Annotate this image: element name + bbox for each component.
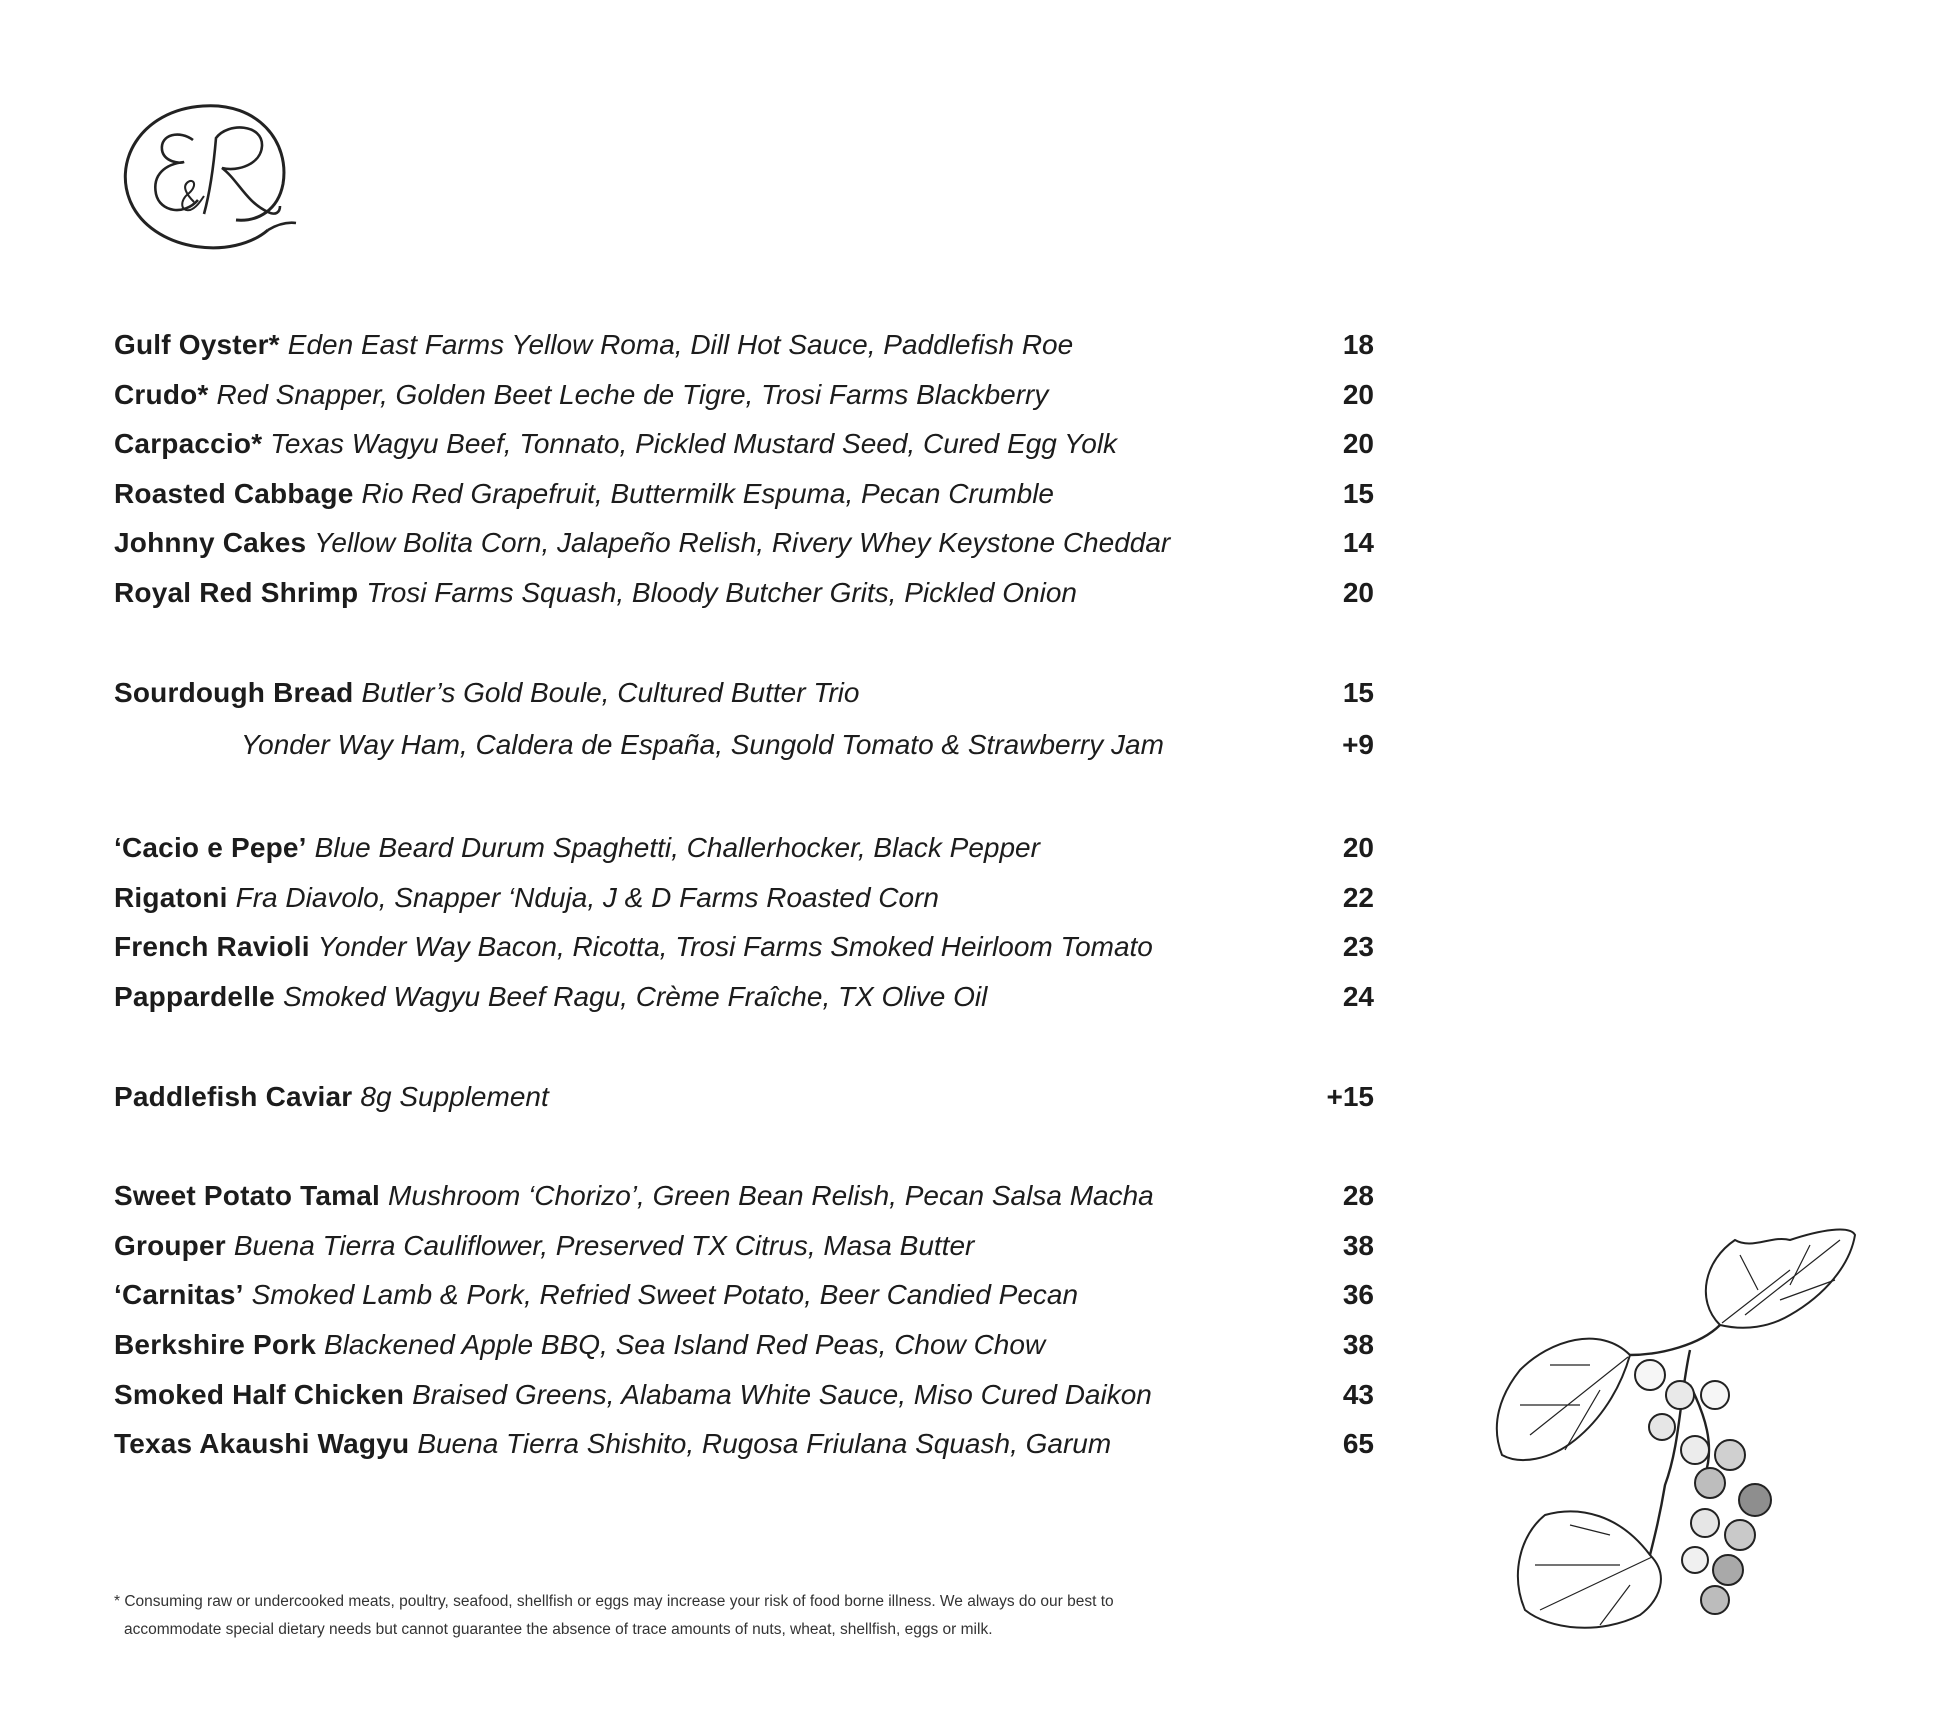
item-name: Sourdough Bread bbox=[114, 676, 354, 708]
menu-item bbox=[114, 873, 1374, 923]
menu-item bbox=[114, 922, 1374, 972]
item-price: 15 bbox=[1342, 676, 1374, 708]
item-price: 20 bbox=[1342, 576, 1374, 608]
item-description: Fra Diavolo, Snapper ‘Nduja, J & D Farms Roasted Corn bbox=[235, 881, 939, 913]
item-price: 36 bbox=[1342, 1279, 1374, 1311]
addon-description: Yonder Way Ham, Caldera de España, Sungold Tomato & Strawberry Jam bbox=[241, 729, 1164, 761]
grape-vine-illustration bbox=[1490, 1215, 1870, 1655]
item-name: Pappardelle bbox=[114, 980, 275, 1012]
item-description: Eden East Farms Yellow Roma, Dill Hot Sauce, Paddlefish Roe bbox=[287, 329, 1074, 360]
menu-section-bread bbox=[114, 668, 1374, 774]
item-price: 28 bbox=[1342, 1180, 1374, 1212]
item-price: 14 bbox=[1342, 527, 1374, 559]
menu-item bbox=[114, 518, 1374, 568]
item-description: 8g Supplement bbox=[360, 1080, 549, 1112]
item-name: Johnny Cakes bbox=[114, 527, 307, 559]
item-price: 20 bbox=[1342, 832, 1374, 864]
menu-item bbox=[114, 972, 1374, 1022]
item-price: 18 bbox=[1342, 329, 1374, 360]
footnote-line-1: * Consuming raw or undercooked meats, poultry, seafood, shellfish or eggs may increase your risk of food borne illness. We always do our best to bbox=[114, 1593, 1114, 1610]
item-name: Crudo* bbox=[114, 378, 209, 410]
item-price: 43 bbox=[1342, 1378, 1374, 1410]
item-name: Rigatoni bbox=[114, 881, 228, 913]
item-name: Smoked Half Chicken bbox=[114, 1378, 405, 1410]
addon-price: +9 bbox=[1342, 729, 1374, 761]
allergy-footnote bbox=[114, 1588, 1254, 1644]
item-price: 38 bbox=[1342, 1328, 1374, 1360]
menu-item bbox=[114, 370, 1374, 420]
item-description: Buena Tierra Shishito, Rugosa Friulana Squash, Garum bbox=[417, 1428, 1112, 1460]
item-description: Blackened Apple BBQ, Sea Island Red Peas, Chow Chow bbox=[324, 1328, 1046, 1360]
menu-item bbox=[114, 469, 1374, 519]
menu bbox=[114, 320, 1374, 1469]
e-and-r-monogram-logo bbox=[118, 102, 298, 252]
item-description: Buena Tierra Cauliflower, Preserved TX Citrus, Masa Butter bbox=[233, 1229, 975, 1261]
item-description: Yellow Bolita Corn, Jalapeño Relish, Rivery Whey Keystone Cheddar bbox=[314, 527, 1171, 559]
item-name: Grouper bbox=[114, 1229, 226, 1261]
menu-item-addon bbox=[114, 717, 1374, 773]
item-name: ‘Carnitas’ bbox=[114, 1279, 244, 1311]
item-description: Braised Greens, Alabama White Sauce, Miso Cured Daikon bbox=[412, 1378, 1152, 1410]
item-price: 22 bbox=[1342, 881, 1374, 913]
menu-section-small-plates bbox=[114, 320, 1374, 618]
item-description: Texas Wagyu Beef, Tonnato, Pickled Mustard Seed, Cured Egg Yolk bbox=[270, 428, 1118, 460]
item-description: Smoked Wagyu Beef Ragu, Crème Fraîche, TX Olive Oil bbox=[282, 980, 988, 1012]
item-name: Gulf Oyster* bbox=[114, 329, 280, 360]
menu-item bbox=[114, 1221, 1374, 1271]
menu-item bbox=[114, 668, 1374, 718]
item-description: Trosi Farms Squash, Bloody Butcher Grits, Pickled Onion bbox=[366, 576, 1077, 608]
item-price: 15 bbox=[1342, 477, 1374, 509]
item-description: Blue Beard Durum Spaghetti, Challerhocker, Black Pepper bbox=[314, 832, 1040, 864]
item-price: 20 bbox=[1342, 428, 1374, 460]
item-description: Red Snapper, Golden Beet Leche de Tigre, Trosi Farms Blackberry bbox=[216, 378, 1049, 410]
item-name: Royal Red Shrimp bbox=[114, 576, 359, 608]
item-price: 38 bbox=[1342, 1229, 1374, 1261]
menu-item bbox=[114, 1270, 1374, 1320]
menu-item bbox=[114, 1370, 1374, 1420]
menu-section-mains bbox=[114, 1171, 1374, 1469]
menu-section-pasta bbox=[114, 823, 1374, 1021]
menu-item bbox=[114, 1419, 1374, 1469]
menu-item bbox=[114, 1072, 1374, 1122]
item-description: Mushroom ‘Chorizo’, Green Bean Relish, Pecan Salsa Macha bbox=[388, 1180, 1154, 1212]
item-price: 65 bbox=[1342, 1428, 1374, 1460]
item-name: Sweet Potato Tamal bbox=[114, 1180, 381, 1212]
item-price: 23 bbox=[1342, 931, 1374, 963]
item-name: Texas Akaushi Wagyu bbox=[114, 1428, 410, 1460]
menu-section-supplement bbox=[114, 1072, 1374, 1122]
menu-item bbox=[114, 1171, 1374, 1221]
menu-item bbox=[114, 568, 1374, 618]
item-description: Smoked Lamb & Pork, Refried Sweet Potato, Beer Candied Pecan bbox=[251, 1279, 1079, 1311]
menu-item bbox=[114, 1320, 1374, 1370]
item-description: Rio Red Grapefruit, Buttermilk Espuma, Pecan Crumble bbox=[361, 477, 1054, 509]
footnote-line-2: accommodate special dietary needs but cannot guarantee the absence of trace amounts of nuts, wheat, shellfish, eggs or milk. bbox=[124, 1621, 993, 1638]
menu-item bbox=[114, 419, 1374, 469]
menu-item bbox=[114, 320, 1374, 370]
item-description: Yonder Way Bacon, Ricotta, Trosi Farms Smoked Heirloom Tomato bbox=[317, 931, 1153, 963]
item-price: 24 bbox=[1342, 980, 1374, 1012]
item-price: +15 bbox=[1326, 1080, 1374, 1112]
item-name: Paddlefish Caviar bbox=[114, 1080, 353, 1112]
item-name: ‘Cacio e Pepe’ bbox=[114, 832, 307, 864]
item-name: Roasted Cabbage bbox=[114, 477, 354, 509]
item-description: Butler’s Gold Boule, Cultured Butter Trio bbox=[361, 676, 860, 708]
item-name: French Ravioli bbox=[114, 931, 310, 963]
menu-item bbox=[114, 823, 1374, 873]
item-price: 20 bbox=[1342, 378, 1374, 410]
item-name: Berkshire Pork bbox=[114, 1328, 317, 1360]
item-name: Carpaccio* bbox=[114, 428, 263, 460]
